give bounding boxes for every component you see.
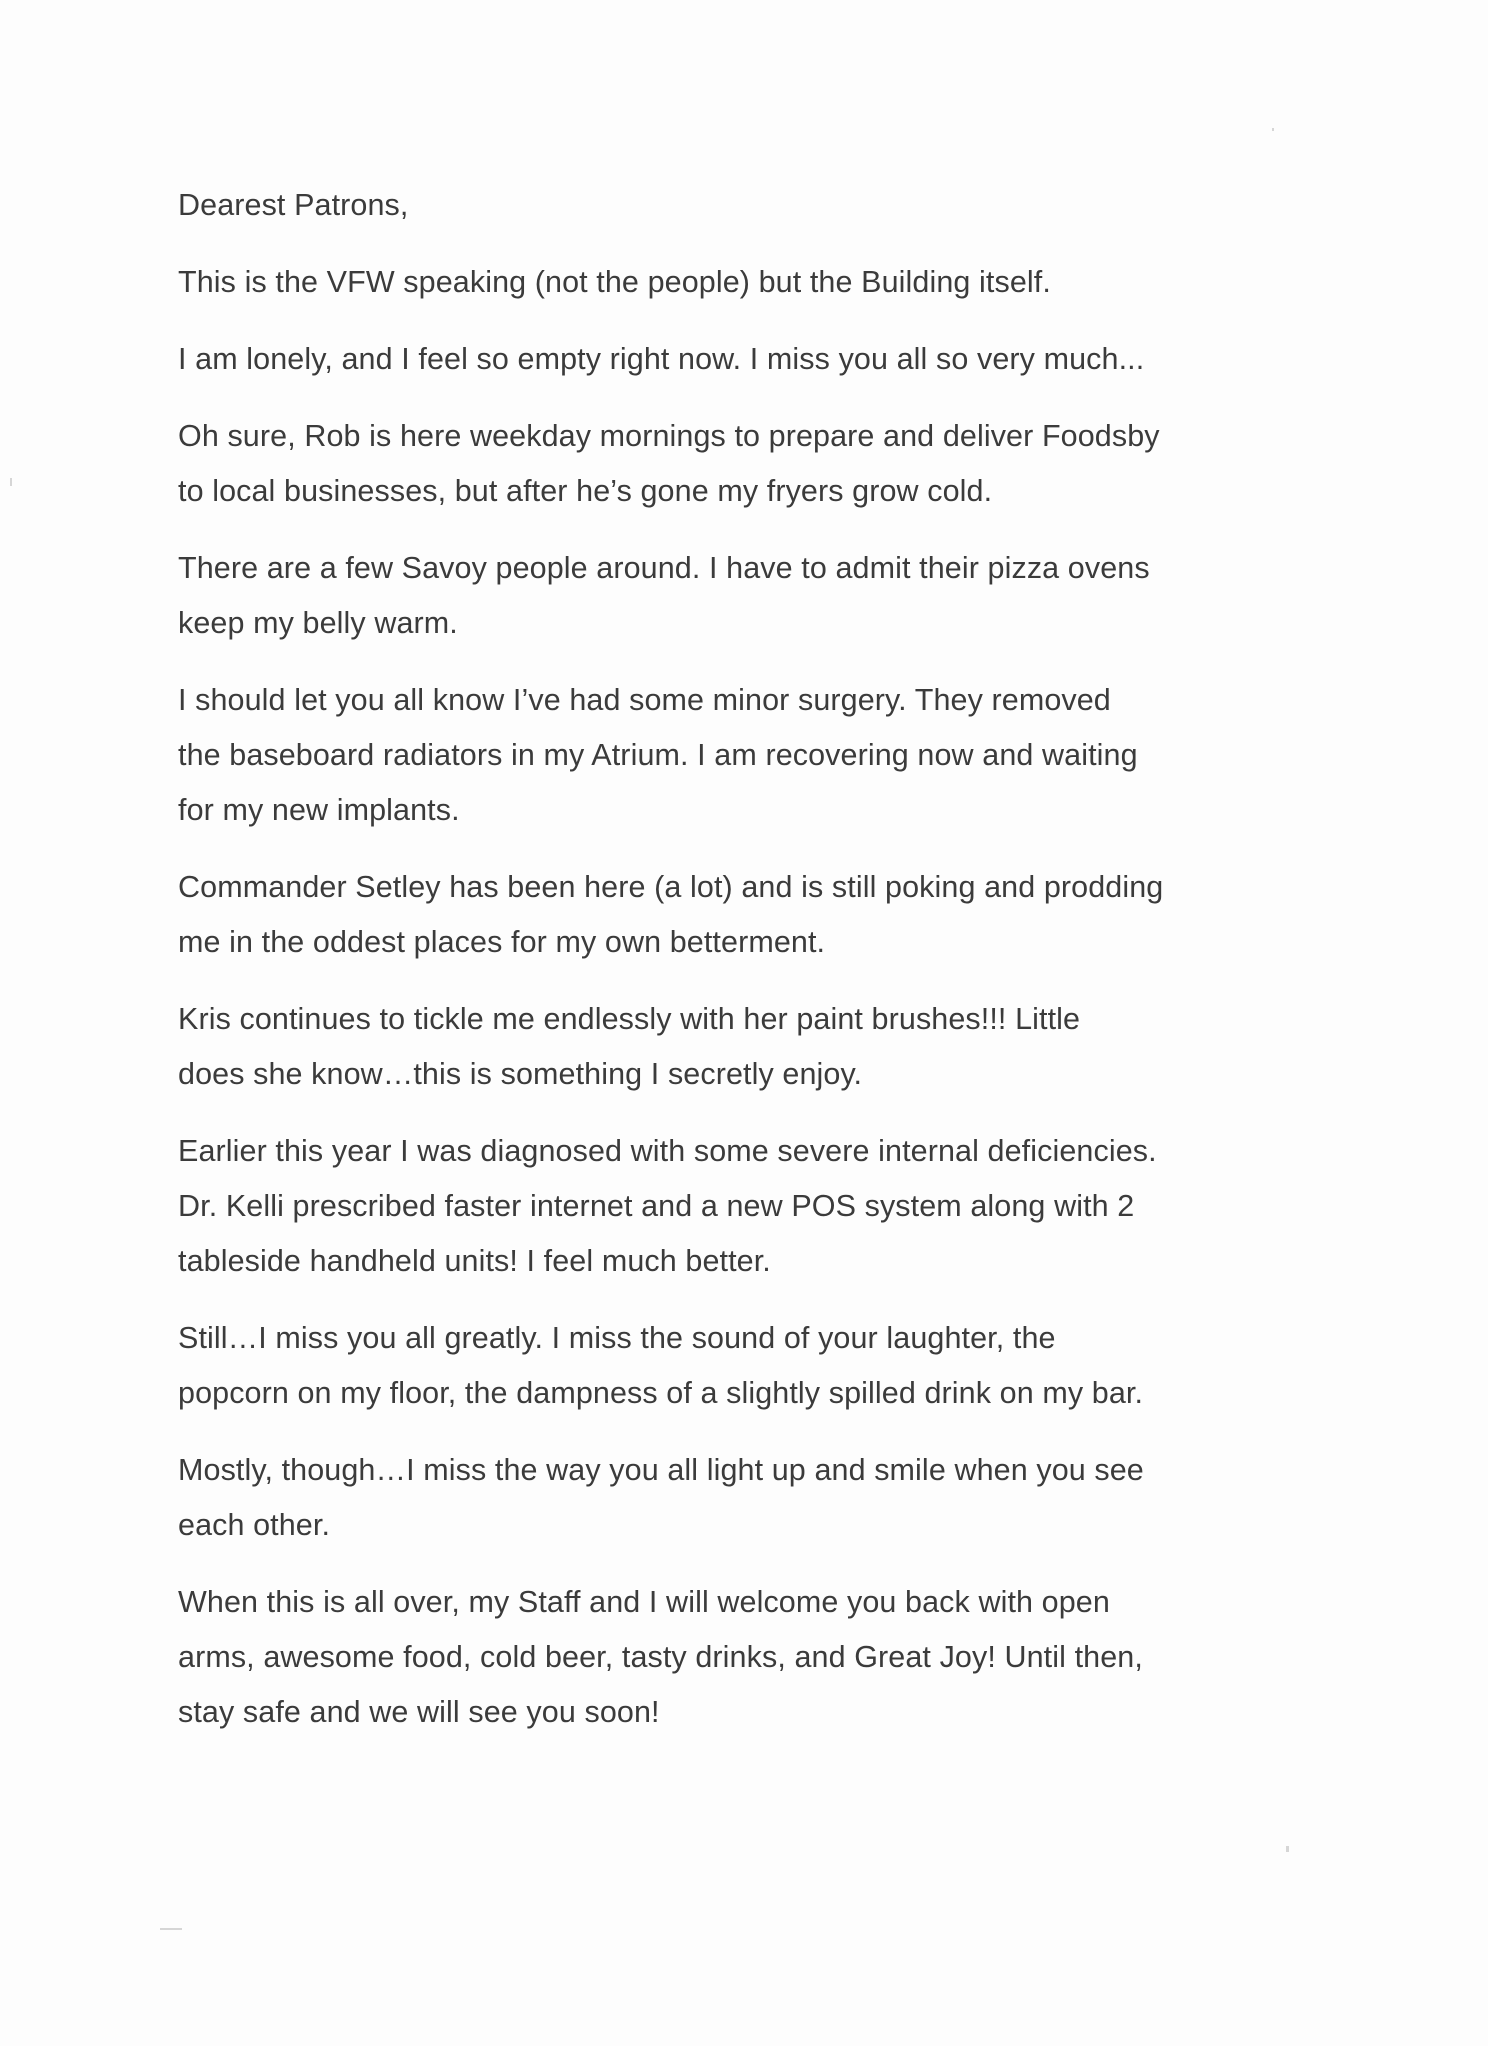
scan-speck [1286,1846,1289,1852]
paragraph-line: Still…I miss you all greatly. I miss the sound of your laughter, the [178,1321,1056,1355]
letter-paragraph [178,1575,1328,1740]
paragraph-line: stay safe and we will see you soon! [178,1695,660,1729]
paragraph-line: Kris continues to tickle me endlessly with her paint brushes!!! Little [178,1002,1081,1036]
paragraph-line: tableside handheld units! I feel much better. [178,1244,771,1278]
paragraph-line: Commander Setley has been here (a lot) and is still poking and prodding [178,870,1164,904]
letter-paragraph [178,255,1328,310]
paragraph-line: Earlier this year I was diagnosed with some severe internal deficiencies. [178,1134,1157,1168]
paragraph-line: arms, awesome food, cold beer, tasty drinks, and Great Joy! Until then, [178,1640,1143,1674]
paragraph-line: me in the oddest places for my own betterment. [178,925,826,959]
letter-paragraph [178,409,1328,519]
paragraph-line: There are a few Savoy people around. I have to admit their pizza ovens [178,551,1150,585]
scan-speck [160,1928,182,1930]
paragraph-line: does she know…this is something I secretly enjoy. [178,1057,863,1091]
paragraph-line: popcorn on my floor, the dampness of a slightly spilled drink on my bar. [178,1376,1144,1410]
letter-paragraph [178,673,1328,838]
paragraph-line: I should let you all know I’ve had some minor surgery. They removed [178,683,1111,717]
letter-paragraph [178,541,1328,651]
paragraph-line: each other. [178,1508,331,1542]
paragraph-line: This is the VFW speaking (not the people) but the Building itself. [178,265,1051,299]
salutation-line: Dearest Patrons, [178,188,409,222]
paragraph-line: Mostly, though…I miss the way you all light up and smile when you see [178,1453,1144,1487]
paragraph-line: Dr. Kelli prescribed faster internet and a new POS system along with 2 [178,1189,1135,1223]
paragraph-line: to local businesses, but after he’s gone my fryers grow cold. [178,474,993,508]
paragraph-line: the baseboard radiators in my Atrium. I am recovering now and waiting [178,738,1138,772]
letter-paragraph [178,860,1328,970]
scan-speck [10,478,12,486]
paragraph-line: I am lonely, and I feel so empty right now. I miss you all so very much... [178,342,1145,376]
letter-salutation [178,178,1328,233]
letter-body [178,178,1328,1762]
letter-paragraph [178,1443,1328,1553]
paragraph-line: for my new implants. [178,793,460,827]
letter-paragraph [178,1124,1328,1289]
letter-paragraph [178,1311,1328,1421]
scan-speck [1272,128,1274,131]
paragraph-line: Oh sure, Rob is here weekday mornings to prepare and deliver Foodsby [178,419,1160,453]
letter-paragraph [178,992,1328,1102]
paragraph-line: When this is all over, my Staff and I will welcome you back with open [178,1585,1110,1619]
paragraph-line: keep my belly warm. [178,606,458,640]
letter-paragraph [178,332,1328,387]
